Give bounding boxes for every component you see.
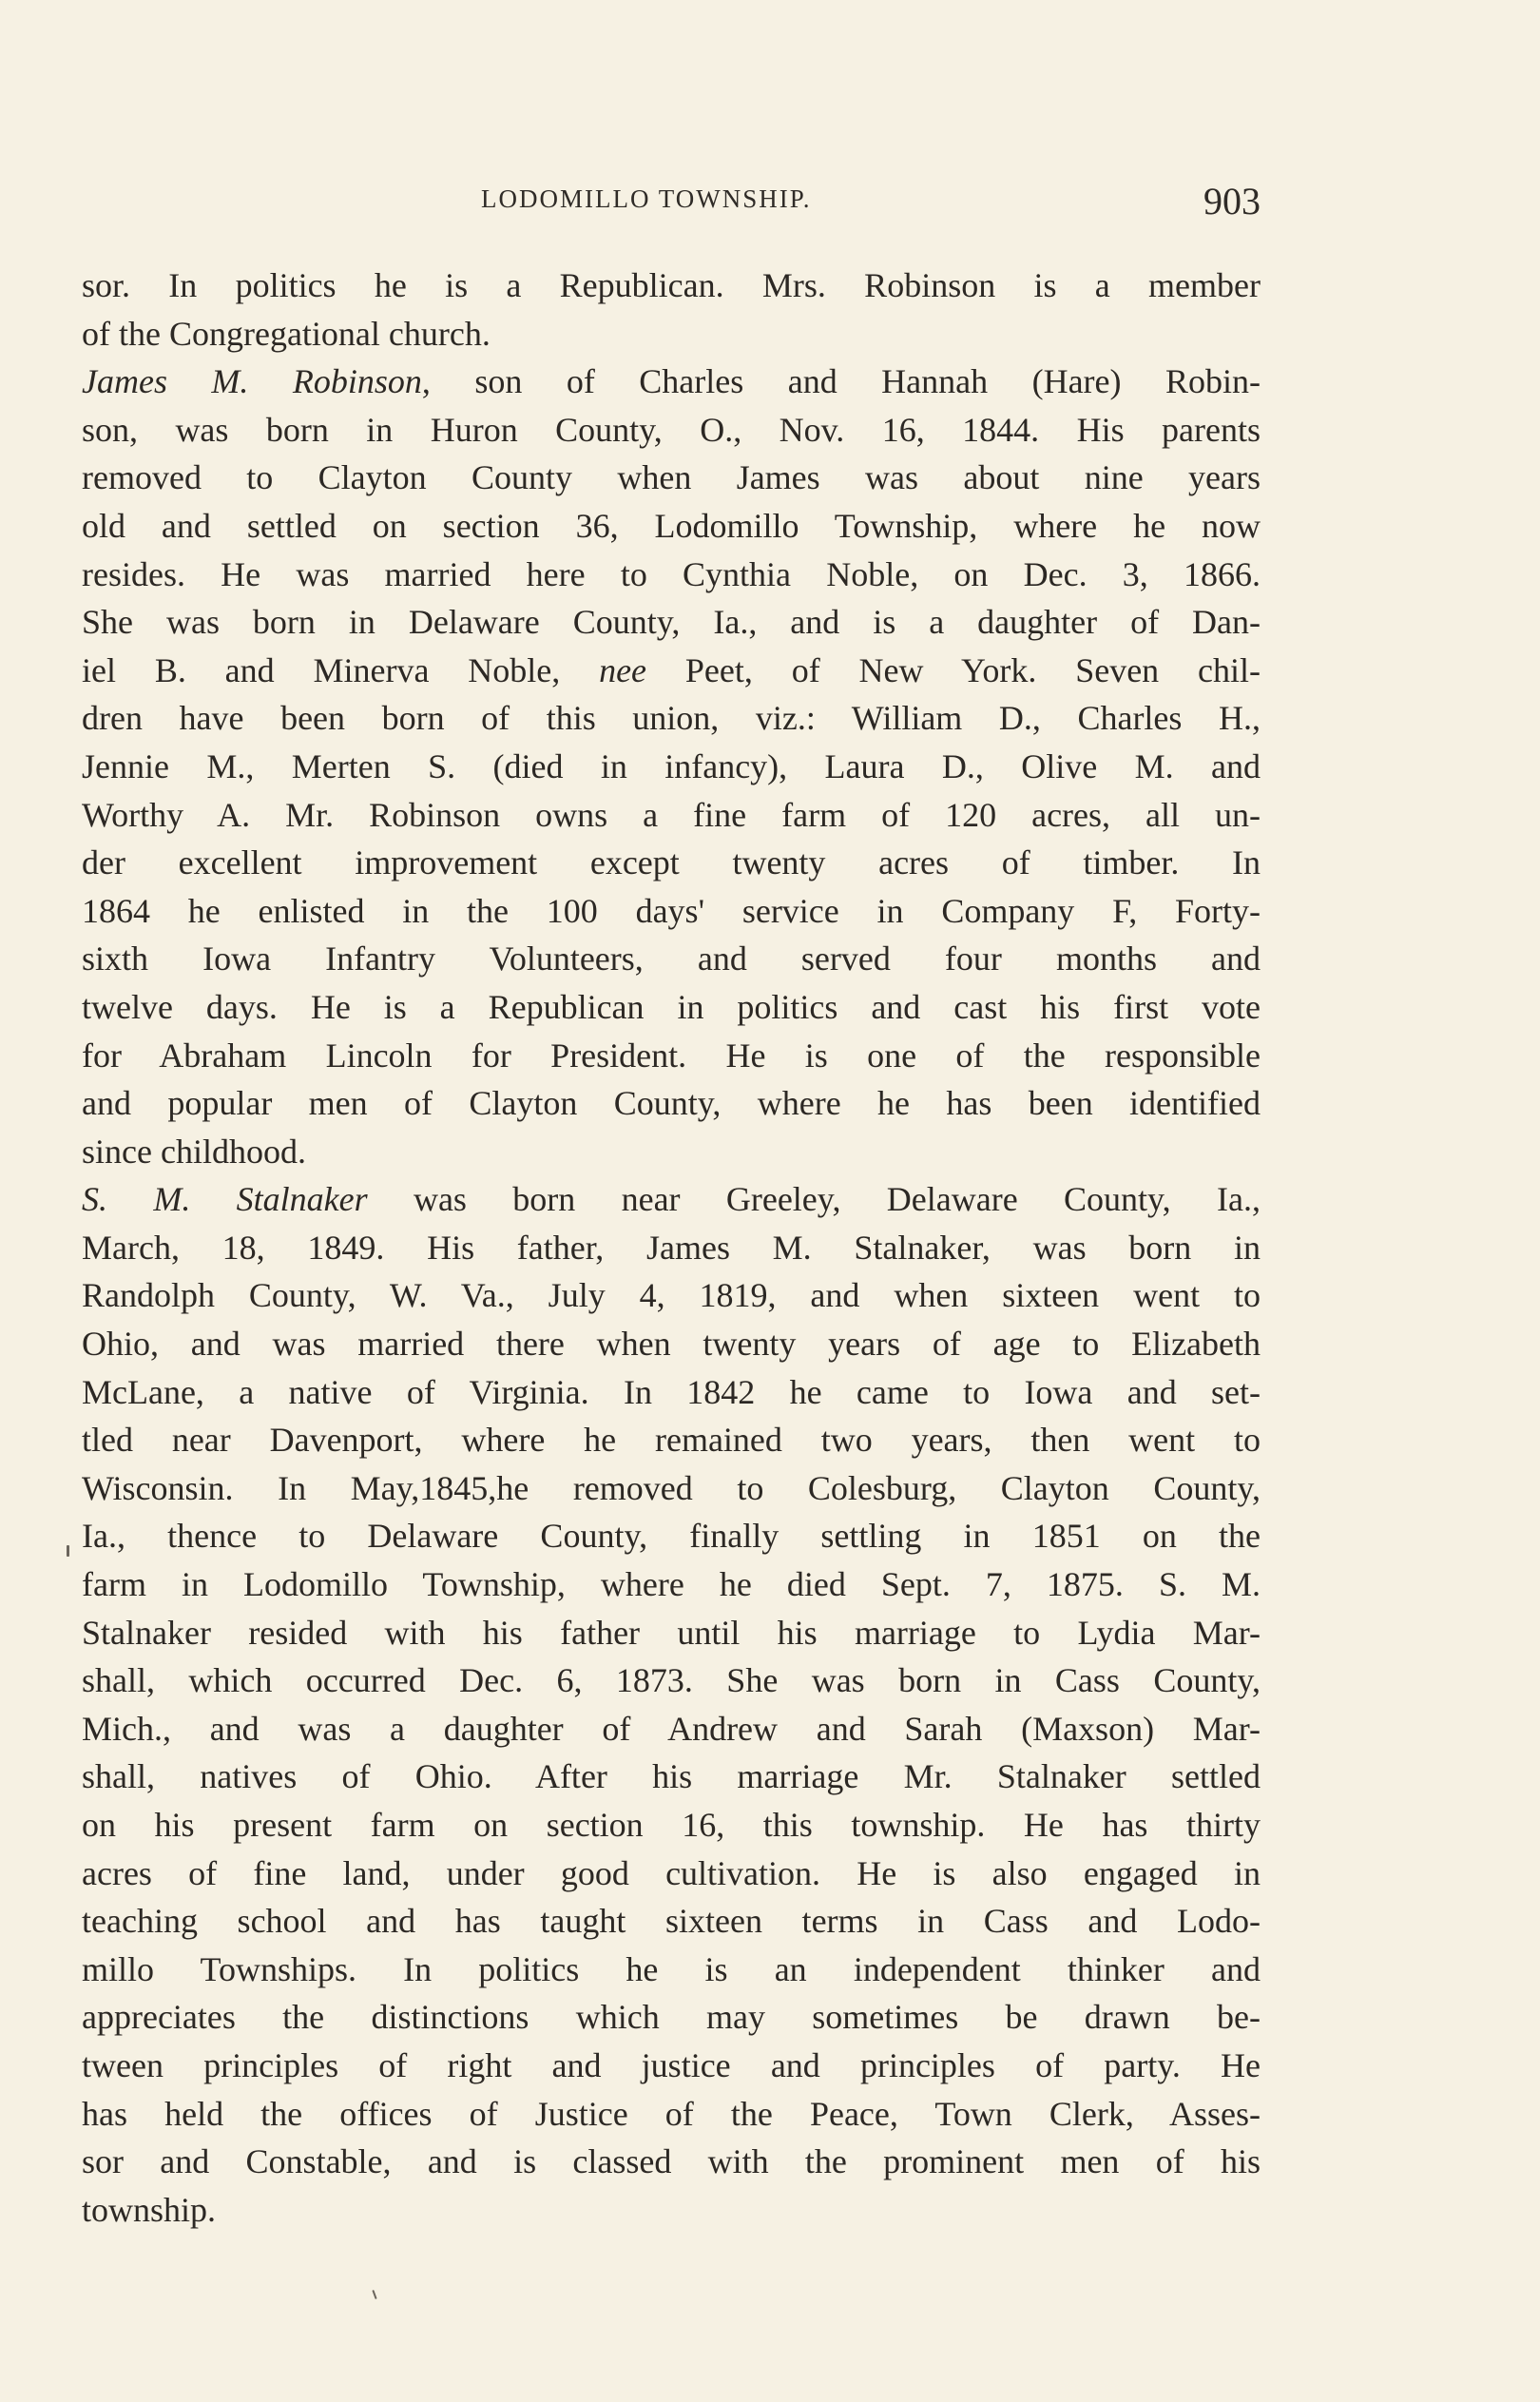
print-speck [67,1545,69,1557]
text-line: acres of fine land, under good cultivation. He is also engaged in [82,1853,1261,1892]
text-line: of the Congregational church. [82,314,491,353]
text-line: and popular men of Clayton County, where he has been identified [82,1084,1261,1123]
text-line: sixth Iowa Infantry Volunteers, and served four months and [82,939,1261,978]
text-line: She was born in Delaware County, Ia., and is a daughter of Dan- [82,603,1261,642]
text-line: Ia., thence to Delaware County, finally settling in 1851 on the [82,1517,1261,1556]
text-line: township. [82,2190,217,2229]
text-line: farm in Lodomillo Township, where he died Sept. 7, 1875. S. M. [82,1565,1261,1604]
text-line: Jennie M., Merten S. (died in infancy), Laura D., Olive M. and [82,746,1261,785]
text-line: Mich., and was a daughter of Andrew and Sarah (Maxson) Mar- [82,1709,1261,1748]
text-line: 1864 he enlisted in the 100 days' service in Company F, Forty- [82,891,1261,930]
person-name-s-m-stalnaker: S. M. Stalnaker [82,1180,368,1219]
page-number: 903 [1203,180,1261,223]
text-run: was born near Greeley, Delaware County, Ia., [367,1180,1261,1219]
text-run: , son of Charles and Hannah (Hare) Robin- [421,362,1261,401]
text-line: on his present farm on section 16, this township. He has thirty [82,1806,1261,1844]
text-line: sor and Constable, and is classed with the prominent men of his [82,2142,1261,2181]
text-line: tled near Davenport, where he remained two years, then went to [82,1421,1261,1460]
text-line: shall, natives of Ohio. After his marriage Mr. Stalnaker settled [82,1757,1261,1796]
text-line: since childhood. [82,1132,306,1171]
text-line: tween principles of right and justice and principles of party. He [82,2045,1261,2084]
text-line: resides. He was married here to Cynthia Noble, on Dec. 3, 1866. [82,554,1261,593]
running-head: LODOMILLO TOWNSHIP. [481,184,812,213]
text-line [82,1175,1261,1224]
text-line: twelve days. He is a Republican in politics and cast his first vote [82,987,1261,1026]
text-line: son, was born in Huron County, O., Nov. 16, 1844. His parents [82,410,1261,449]
text-line: der excellent improvement except twenty acres of timber. In [82,843,1261,882]
text-run: Peet, of New York. Seven chil- [646,650,1261,689]
body-text [82,262,1261,2234]
text-line: Stalnaker resided with his father until his marriage to Lydia Mar- [82,1613,1261,1652]
text-line: Wisconsin. In May,1845,he removed to Colesburg, Clayton County, [82,1468,1261,1507]
text-run: iel B. and Minerva Noble, [82,650,600,689]
text-line: Randolph County, W. Va., July 4, 1819, and when sixteen went to [82,1276,1261,1315]
text-line: Ohio, and was married there when twenty years of age to Elizabeth [82,1325,1261,1364]
text-line [82,358,1261,406]
text-line: appreciates the distinctions which may sometimes be drawn be- [82,1998,1261,2037]
print-speck [372,2290,376,2299]
text-line [82,647,1261,695]
person-name-james-m-robinson: James M. Robinson [82,362,422,401]
text-line: has held the offices of Justice of the Peace, Town Clerk, Asses- [82,2094,1261,2133]
text-line: sor. In politics he is a Republican. Mrs. Robinson is a member [82,266,1261,304]
text-line: McLane, a native of Virginia. In 1842 he came to Iowa and set- [82,1372,1261,1411]
text-line: March, 18, 1849. His father, James M. Stalnaker, was born in [82,1228,1261,1267]
text-line: teaching school and has taught sixteen terms in Cass and Lodo- [82,1902,1261,1941]
text-line: for Abraham Lincoln for President. He is one of the responsible [82,1036,1261,1075]
text-line: shall, which occurred Dec. 6, 1873. She was born in Cass County, [82,1661,1261,1700]
italic-word: nee [599,650,647,689]
text-line: old and settled on section 36, Lodomillo Township, where he now [82,506,1261,545]
text-line: Worthy A. Mr. Robinson owns a fine farm of 120 acres, all un- [82,795,1261,834]
page-header [82,179,1261,226]
text-line: dren have been born of this union, viz.: William D., Charles H., [82,699,1261,738]
text-line: removed to Clayton County when James was about nine years [82,458,1261,497]
text-line: millo Townships. In politics he is an independent thinker and [82,1949,1261,1988]
